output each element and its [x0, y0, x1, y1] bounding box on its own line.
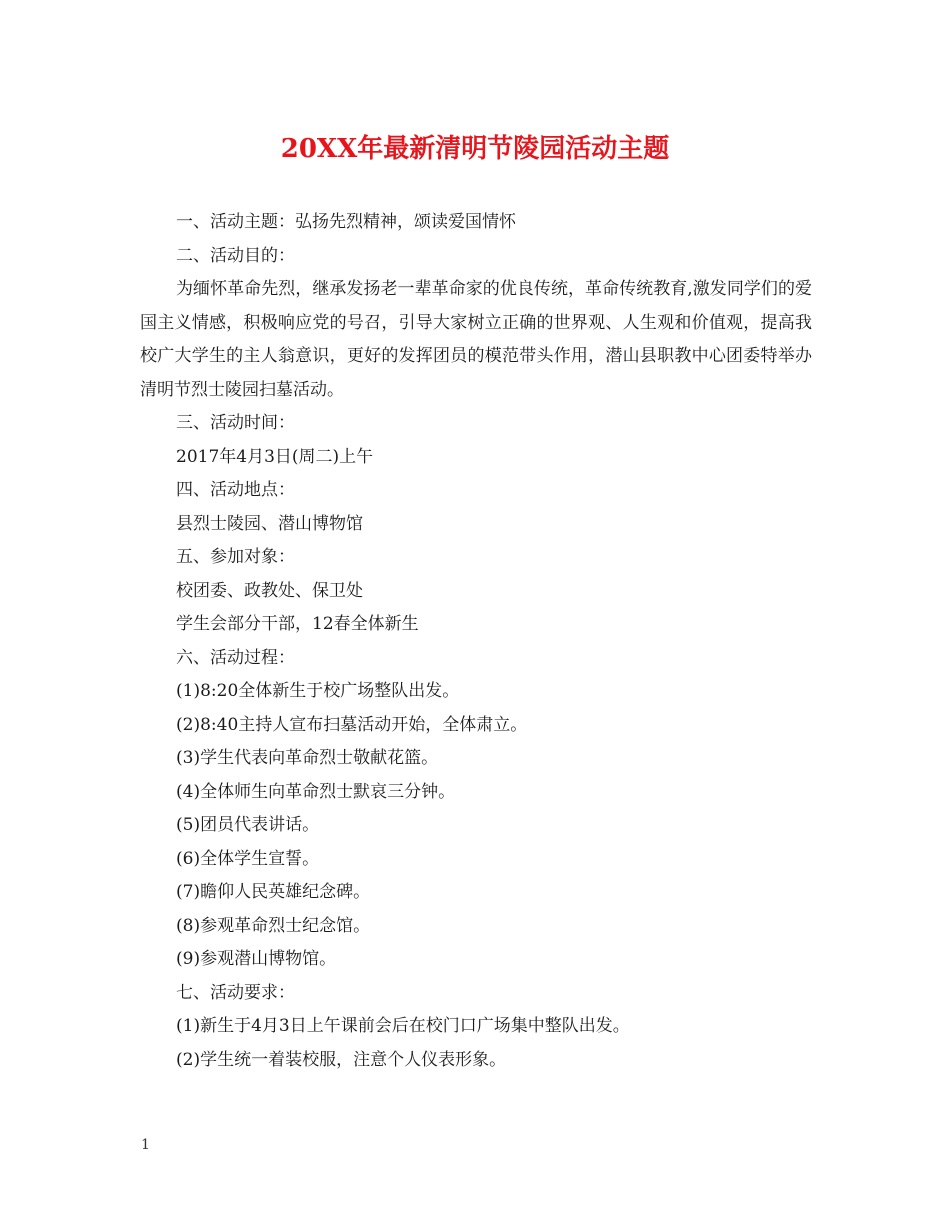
list-item: (2)学生统一着装校服，注意个人仪表形象。 [176, 1049, 507, 1070]
list-item: (9)参观潜山博物馆。 [176, 949, 337, 969]
list-item: (8)参观革命烈士纪念馆。 [176, 915, 371, 936]
list-item: (5)团员代表讲话。 [176, 815, 320, 835]
text-line: 一、活动主题：弘扬先烈精神，颂读爱国情怀 [176, 212, 516, 232]
body-paragraph: 为缅怀革命先烈，继承发扬老一辈革命家的优良传统，革命传统教育,激发同学们的爱国主义情感，积极响应党的号召，引导大家树立正确的世界观、人生观和价值观，提高我校广大学生的主人翁意识，更好的发挥团员的模范带头作用，潜山县职教中心团委特举办清明节烈士陵园扫墓活动。 [140, 279, 812, 400]
text-line: 学生会部分干部，12春全体新生 [176, 614, 419, 634]
text-line: 校团委、政教处、保卫处 [176, 580, 363, 601]
list-item: (4)全体师生向革命烈士默哀三分钟。 [176, 781, 456, 802]
text-line: 六、活动过程： [176, 647, 295, 668]
text-line: 五、参加对象： [176, 547, 295, 567]
list-item: (6)全体学生宣誓。 [176, 848, 320, 869]
list-item: (1)8:20全体新生于校广场整队出发。 [176, 681, 460, 701]
text-line: 2017年4月3日(周二)上午 [176, 446, 374, 467]
text-line: 七、活动要求： [176, 982, 295, 1003]
text-line: 二、活动目的： [176, 245, 295, 266]
list-item: (3)学生代表向革命烈士敬献花篮。 [176, 748, 439, 768]
document-title: 20XX年最新清明节陵园活动主题 [280, 134, 670, 164]
list-item: (2)8:40主持人宣布扫墓活动开始，全体肃立。 [176, 714, 528, 735]
document-body [140, 206, 812, 1077]
text-line: 县烈士陵园、潜山博物馆 [176, 513, 363, 534]
page-number: 1 [141, 1137, 150, 1153]
text-line: 三、活动时间： [176, 413, 295, 433]
text-line: 四、活动地点： [176, 480, 295, 500]
list-item: (7)瞻仰人民英雄纪念碑。 [176, 882, 371, 902]
list-item: (1)新生于4月3日上午课前会后在校门口广场集中整队出发。 [176, 1016, 630, 1036]
